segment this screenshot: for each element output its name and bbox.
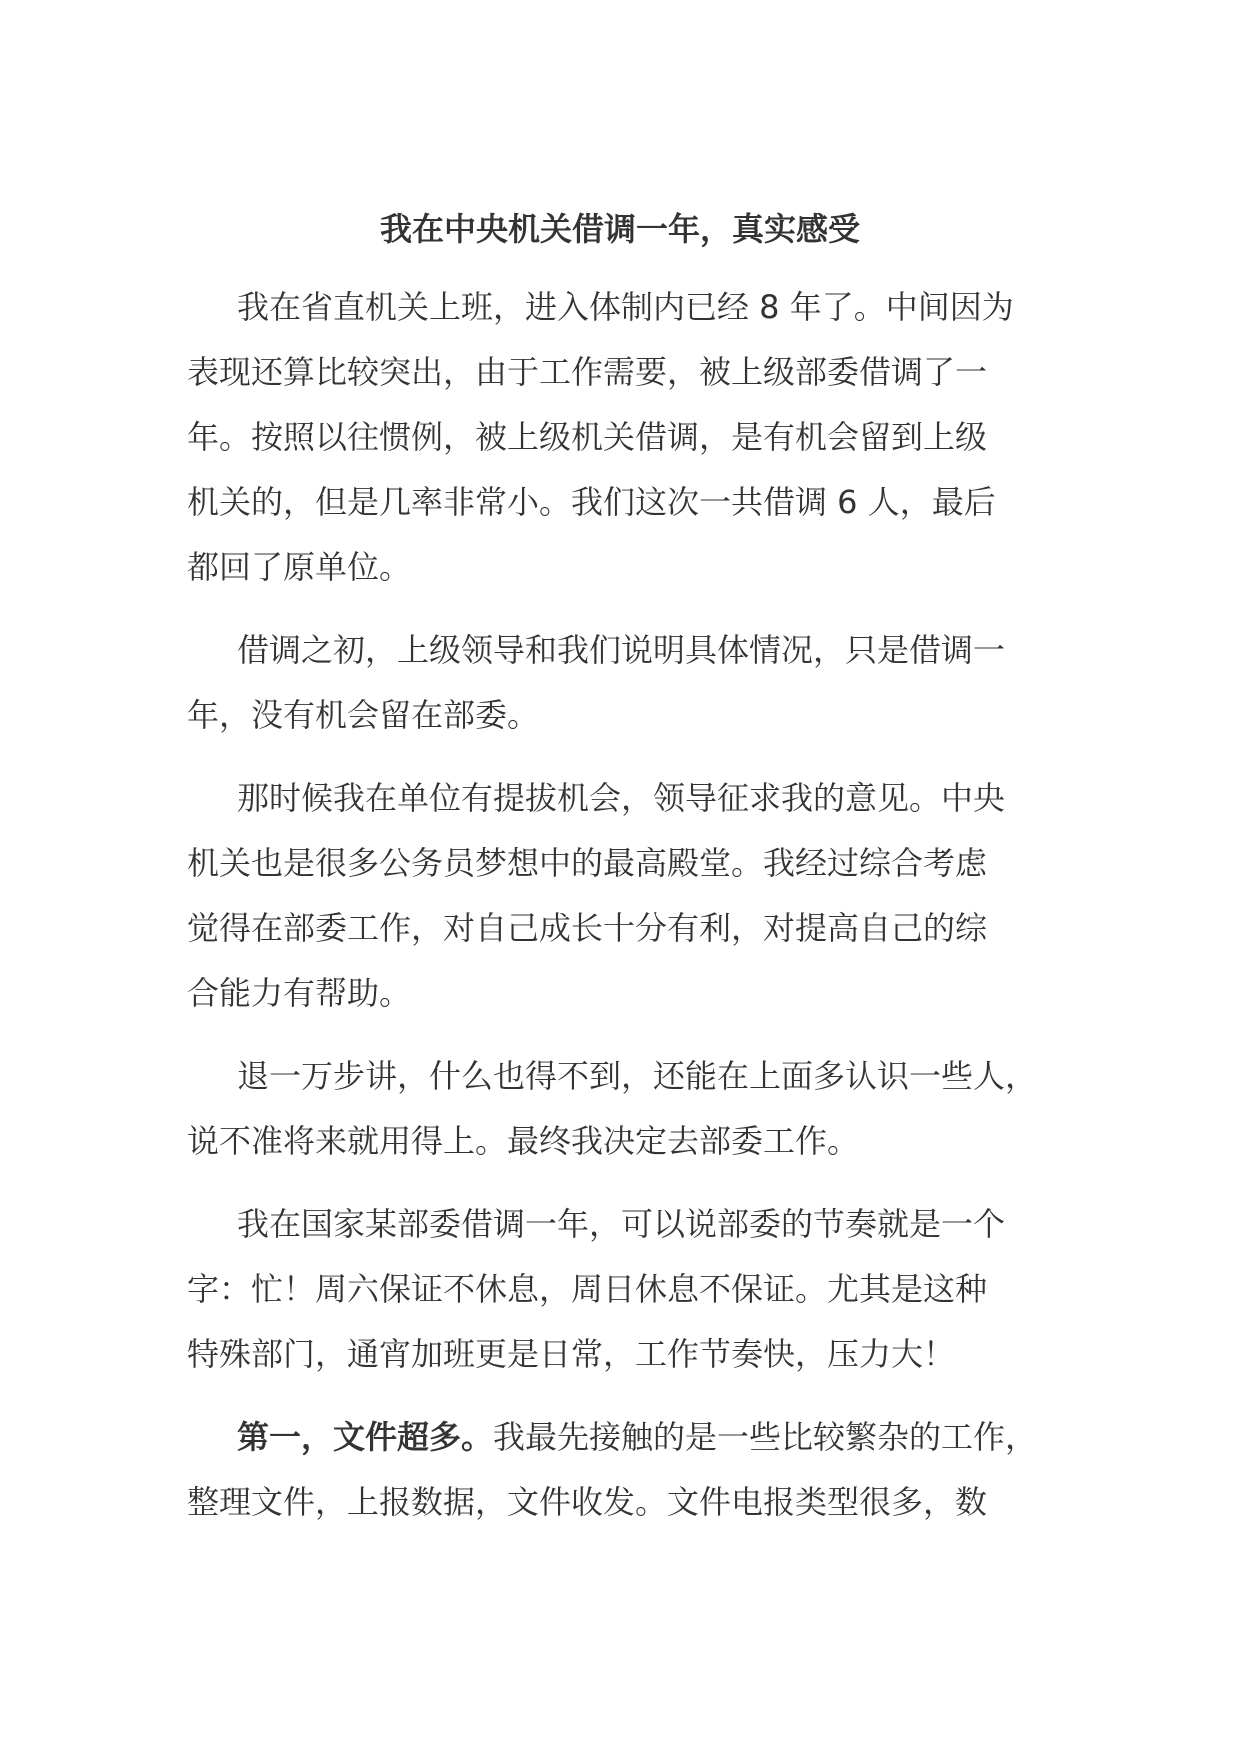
paragraph-line: 年，没有机会留在部委。 bbox=[187, 696, 540, 734]
paragraph-2 bbox=[187, 618, 1087, 748]
paragraph-line: 我在省直机关上班，进入体制内已经 8 年了。中间因为 bbox=[237, 288, 1014, 326]
paragraph-line: 字：忙！周六保证不休息，周日休息不保证。尤其是这种 bbox=[187, 1270, 988, 1308]
paragraph-line: 机关也是很多公务员梦想中的最高殿堂。我经过综合考虑 bbox=[187, 844, 988, 882]
paragraph-line: 都回了原单位。 bbox=[187, 548, 412, 586]
paragraph-4 bbox=[187, 1044, 1087, 1174]
paragraph-line: 那时候我在单位有提拔机会，领导征求我的意见。中央 bbox=[237, 779, 1006, 817]
document-body bbox=[187, 275, 1087, 1553]
paragraph-line: 觉得在部委工作，对自己成长十分有利，对提高自己的综 bbox=[187, 909, 988, 947]
paragraph-line: 合能力有帮助。 bbox=[187, 974, 412, 1012]
document-title: 我在中央机关借调一年，真实感受 bbox=[379, 210, 860, 248]
paragraph-1 bbox=[187, 275, 1087, 600]
paragraph-line: 机关的，但是几率非常小。我们这次一共借调 6 人，最后 bbox=[187, 483, 996, 521]
paragraph-line: 整理文件，上报数据，文件收发。文件电报类型很多，数 bbox=[187, 1483, 988, 1521]
paragraph-line: 退一万步讲，什么也得不到，还能在上面多认识一些人， bbox=[237, 1057, 1038, 1095]
paragraph-line: 特殊部门，通宵加班更是日常，工作节奏快，压力大！ bbox=[187, 1335, 956, 1373]
paragraph-line: 借调之初，上级领导和我们说明具体情况，只是借调一 bbox=[237, 631, 1006, 669]
paragraph-line: 我在国家某部委借调一年，可以说部委的节奏就是一个 bbox=[237, 1205, 1006, 1243]
paragraph-line: 表现还算比较突出，由于工作需要，被上级部委借调了一 bbox=[187, 353, 988, 391]
paragraph-6 bbox=[187, 1405, 1087, 1535]
paragraph-5 bbox=[187, 1192, 1087, 1387]
paragraph-3 bbox=[187, 766, 1087, 1026]
paragraph-line: 说不准将来就用得上。最终我决定去部委工作。 bbox=[187, 1122, 860, 1160]
paragraph-lead-heading: 第一，文件超多。 bbox=[237, 1418, 494, 1456]
paragraph-line: 年。按照以往惯例，被上级机关借调，是有机会留到上级 bbox=[187, 418, 988, 456]
paragraph-line: 我最先接触的是一些比较繁杂的工作， bbox=[493, 1418, 1038, 1456]
